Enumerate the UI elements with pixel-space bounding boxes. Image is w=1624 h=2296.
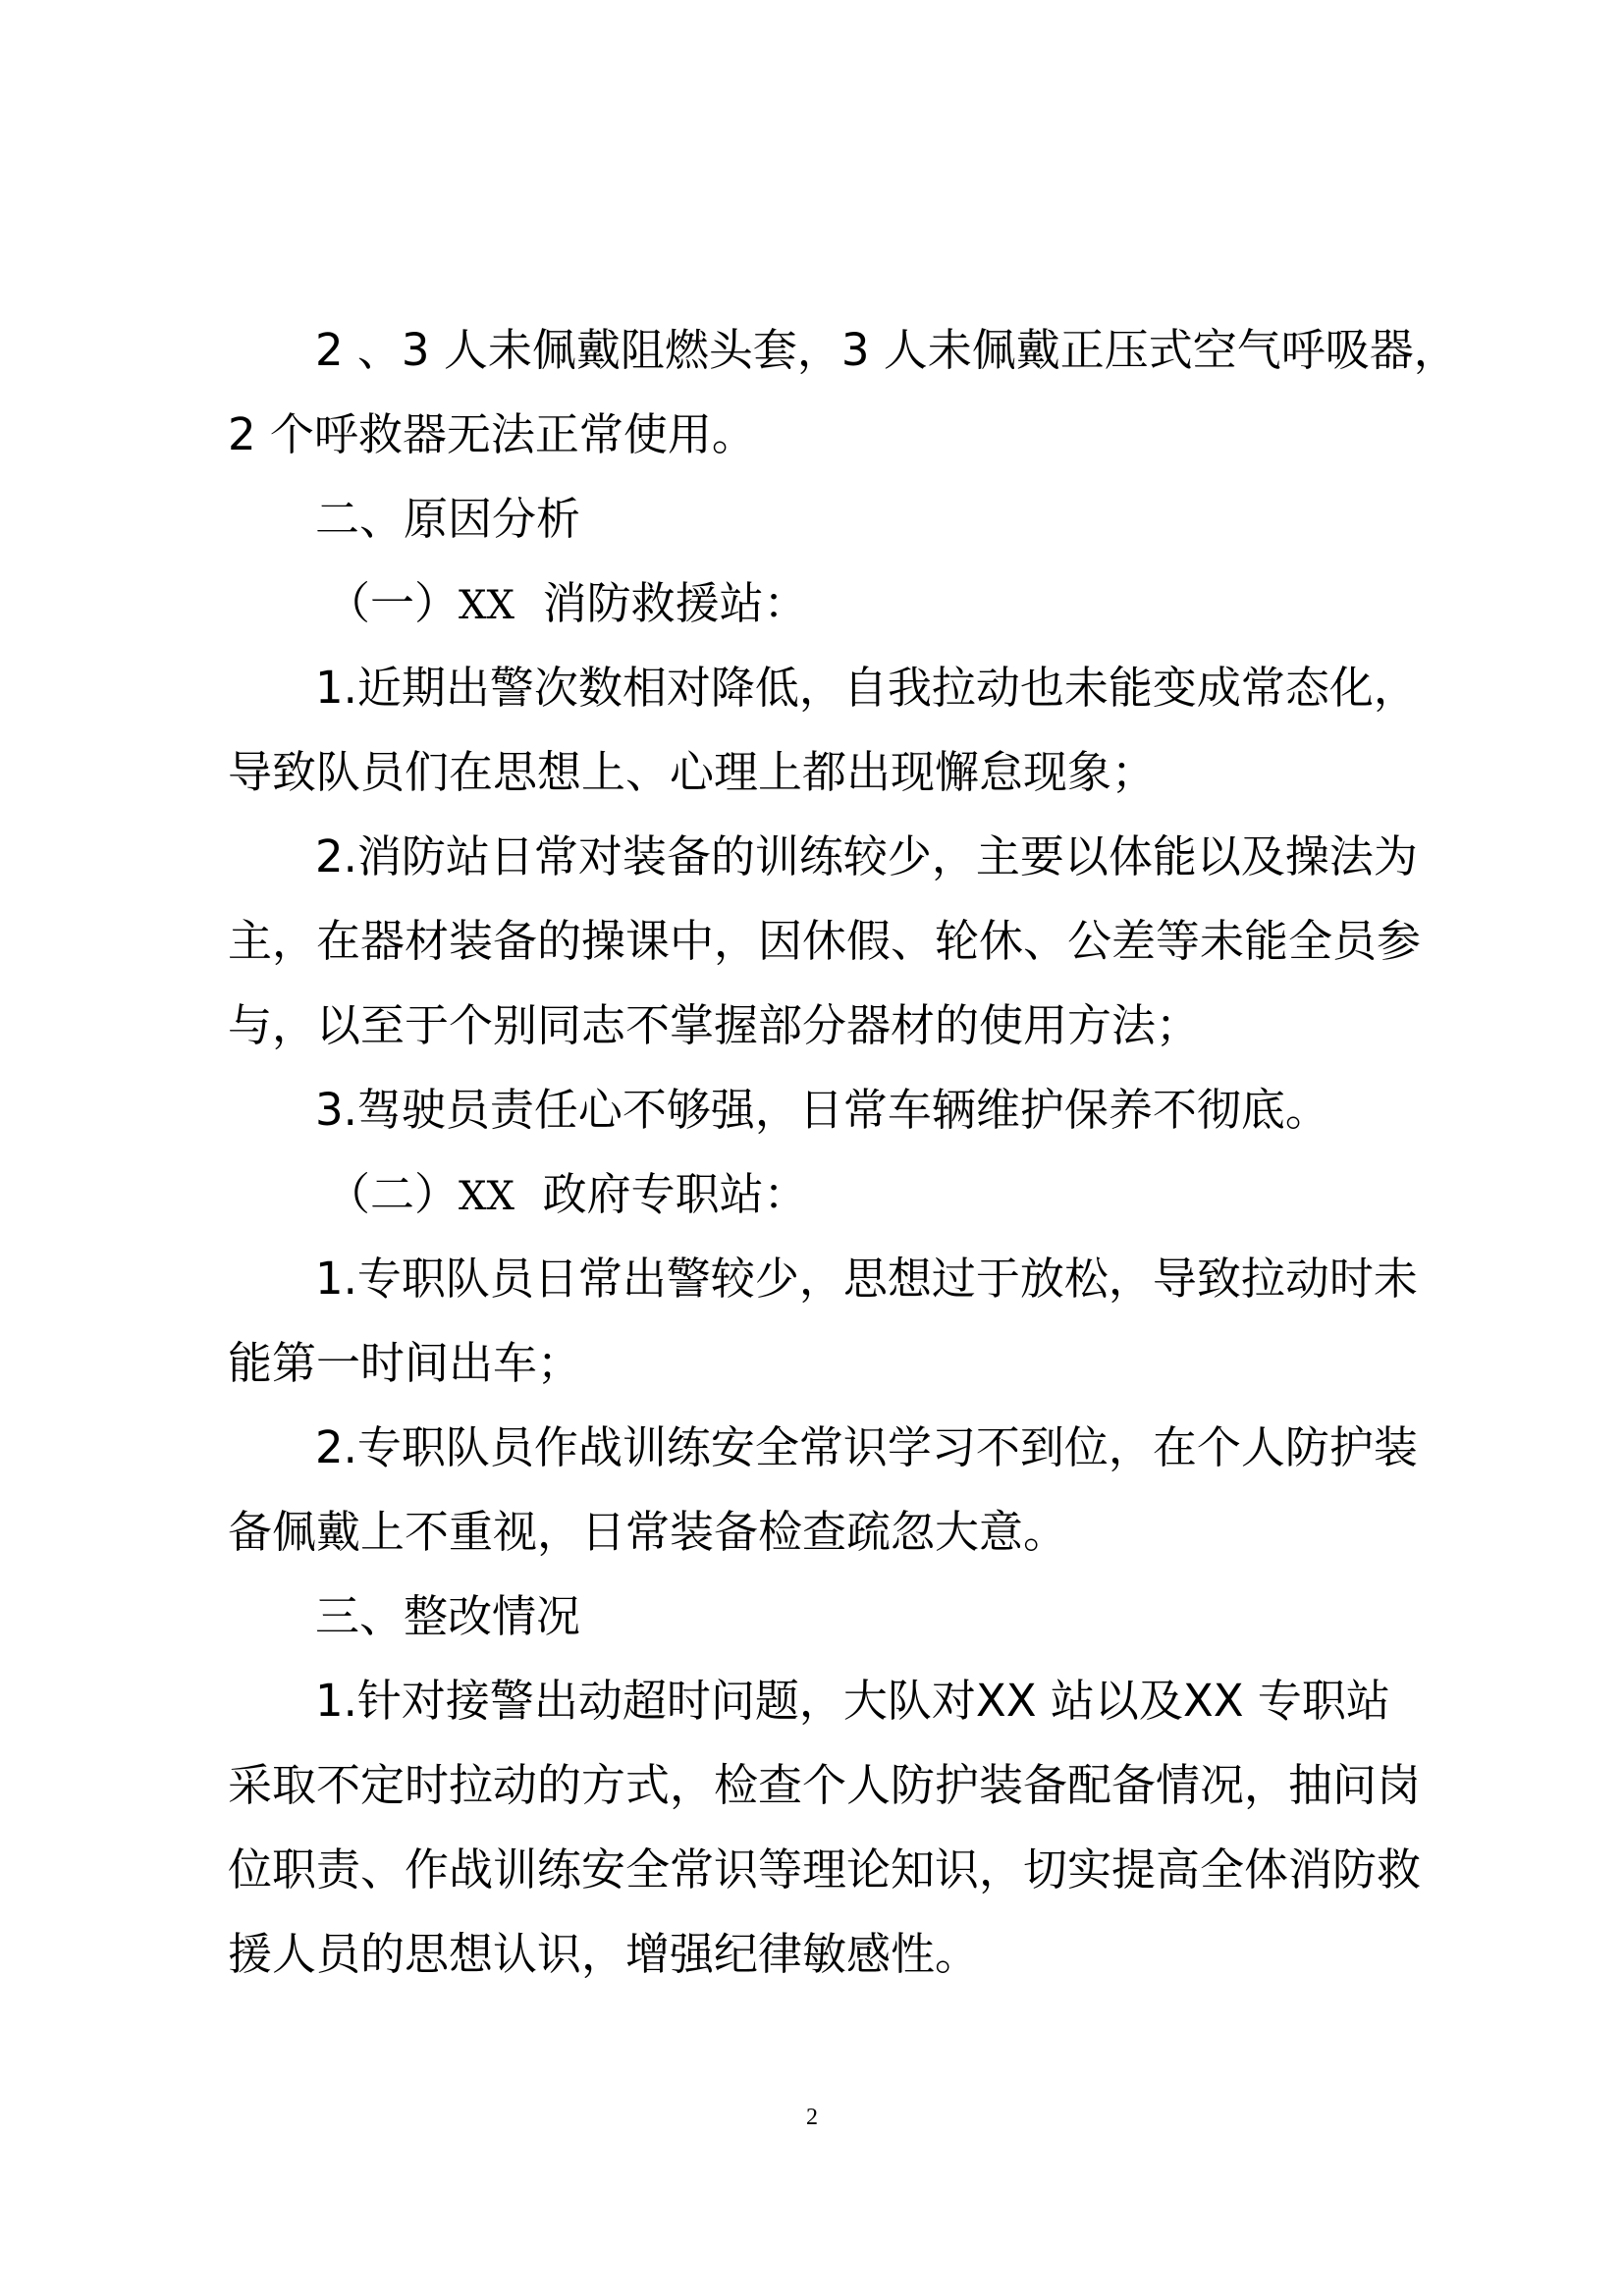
section-heading: 三、整改情况 bbox=[315, 1590, 581, 1642]
paragraph-line: 1.针对接警出动超时问题，大队对XX 站以及XX 专职站 bbox=[315, 1675, 1390, 1727]
subheading-station-2 bbox=[326, 1168, 808, 1223]
station-code: XX bbox=[459, 583, 514, 628]
paragraph-line: 3.驾驶员责任心不够强，日常车辆维护保养不彻底。 bbox=[315, 1084, 1329, 1136]
subheading-prefix: （一） bbox=[326, 577, 460, 629]
subheading-station-1 bbox=[326, 577, 808, 632]
subheading-prefix: （二） bbox=[326, 1168, 460, 1220]
paragraph-line: 1.专职队员日常出警较少，思想过于放松，导致拉动时未 bbox=[315, 1253, 1418, 1305]
page-number: 2 bbox=[806, 2105, 818, 2130]
paragraph-line: 能第一时间出车； bbox=[228, 1337, 582, 1389]
paragraph-line: 位职责、作战训练安全常识等理论知识，切实提高全体消防救 bbox=[228, 1843, 1422, 1896]
paragraph-line: 备佩戴上不重视，日常装备检查疏忽大意。 bbox=[228, 1506, 1068, 1558]
paragraph-line: 1.近期出警次数相对降低，自我拉动也未能变成常态化， bbox=[315, 662, 1418, 714]
paragraph-line: 采取不定时拉动的方式，检查个人防护装备配备情况，抽问岗 bbox=[228, 1759, 1422, 1811]
paragraph-line: 2.专职队员作战训练安全常识学习不到位，在个人防护装 bbox=[315, 1421, 1418, 1473]
paragraph-line: 2 、3 人未佩戴阻燃头套，3 人未佩戴正压式空气呼吸器， bbox=[315, 324, 1458, 376]
paragraph-line: 2 个呼救器无法正常使用。 bbox=[228, 408, 756, 460]
section-heading: 二、原因分析 bbox=[315, 493, 581, 545]
paragraph-line: 2.消防站日常对装备的训练较少，主要以体能以及操法为 bbox=[315, 830, 1418, 882]
paragraph-line: 援人员的思想认识，增强纪律敏感性。 bbox=[228, 1928, 980, 1980]
paragraph-line: 主，在器材装备的操课中，因休假、轮休、公差等未能全员参 bbox=[228, 915, 1422, 967]
subheading-text: 消防救援站： bbox=[542, 577, 808, 629]
station-code: XX bbox=[459, 1174, 514, 1219]
paragraph-line: 导致队员们在思想上、心理上都出现懈怠现象； bbox=[228, 746, 1157, 798]
paragraph-line: 与，以至于个别同志不掌握部分器材的使用方法； bbox=[228, 999, 1201, 1051]
subheading-text: 政府专职站： bbox=[542, 1168, 808, 1220]
